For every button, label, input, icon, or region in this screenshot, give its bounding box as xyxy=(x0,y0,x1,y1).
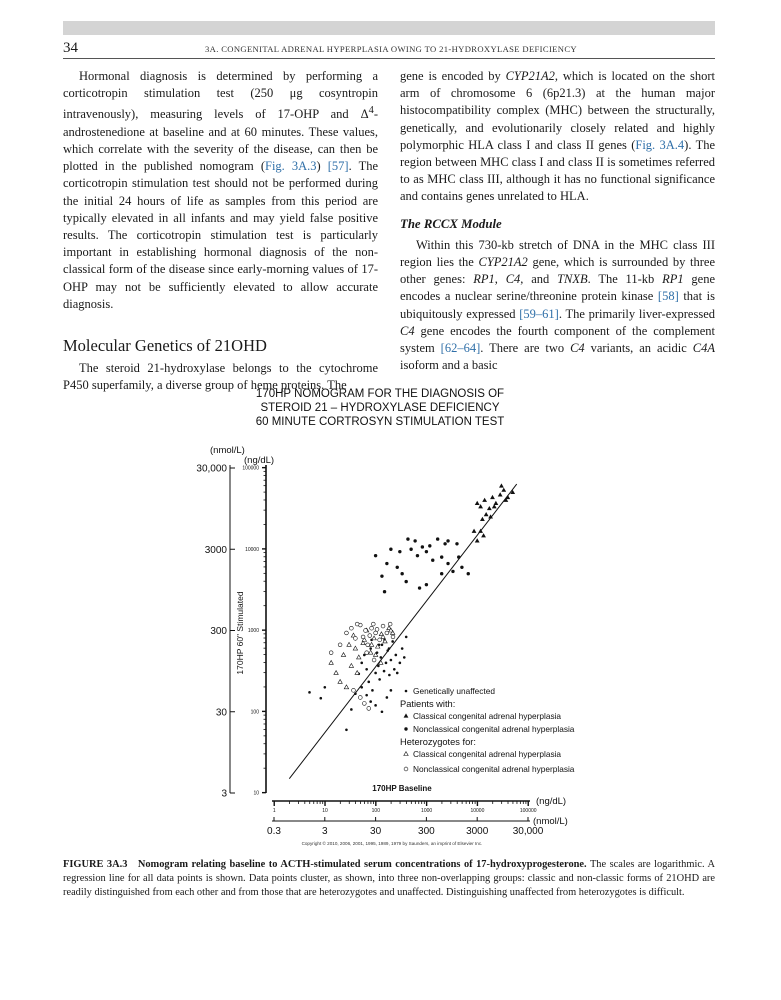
section-heading: Molecular Genetics of 21OHD xyxy=(63,336,267,355)
data-point-series-2 xyxy=(365,668,368,671)
data-point-series-2 xyxy=(390,689,393,692)
data-point-series-4 xyxy=(368,634,372,638)
data-point-series-2 xyxy=(390,659,393,662)
right-paragraph-1 xyxy=(400,68,715,206)
superscript: 4 xyxy=(368,105,374,117)
header-bar xyxy=(63,21,715,35)
reference-link[interactable]: [59–61] xyxy=(519,306,559,321)
data-point-series-1 xyxy=(431,558,434,561)
data-point-series-2 xyxy=(371,689,374,692)
data-point-series-2 xyxy=(405,636,408,639)
data-point-series-2 xyxy=(403,656,406,659)
figure-link[interactable]: Fig. 3A.4 xyxy=(635,137,685,152)
data-point-series-2 xyxy=(345,728,348,731)
text-run: -androstenedione at baseline and at 60 minutes. These values, which correlate with the severity of the disease, can then be plotted in the published nomogram ( xyxy=(63,107,378,174)
data-point-series-0 xyxy=(487,506,492,510)
x-tick-label-alt: 100000 xyxy=(519,808,537,814)
legend-item: Genetically unaffected xyxy=(413,686,495,696)
gene-name: C4A xyxy=(692,341,715,356)
reference-link[interactable]: [57] xyxy=(327,159,349,174)
data-point-series-4 xyxy=(378,638,382,642)
figure-caption xyxy=(63,858,715,901)
reference-link[interactable]: [62–64] xyxy=(440,341,481,356)
data-point-series-1 xyxy=(443,542,446,545)
data-point-series-1 xyxy=(436,537,439,540)
text-run: . The 11-kb xyxy=(587,272,663,287)
figure-link[interactable]: Fig. 3A.3 xyxy=(265,159,317,174)
data-point-series-0 xyxy=(475,501,480,505)
text-run: , xyxy=(494,272,506,287)
data-point-series-4 xyxy=(370,626,374,630)
data-point-series-1 xyxy=(440,572,443,575)
data-point-series-2 xyxy=(324,686,327,689)
x-tick-label: 30,000 xyxy=(512,826,544,837)
data-point-series-0 xyxy=(482,498,487,502)
text-run: ) xyxy=(316,159,328,174)
text-run: gene, which is surrounded by three other genes: xyxy=(400,255,715,287)
data-point-series-3 xyxy=(369,642,373,646)
data-point-series-3 xyxy=(344,685,348,689)
data-point-series-2 xyxy=(395,654,398,657)
data-point-series-1 xyxy=(451,570,454,573)
data-point-series-4 xyxy=(358,696,362,700)
gene-name: CYP21A2 xyxy=(478,255,528,270)
y-tick-label-alt: 10000 xyxy=(245,546,259,553)
gene-name: C4 xyxy=(505,272,521,287)
chart-title-line: 170HP NOMOGRAM FOR THE DIAGNOSIS OF xyxy=(255,388,505,400)
data-point-series-3 xyxy=(329,660,333,664)
y-tick-label: 3 xyxy=(221,788,227,800)
nomogram-figure xyxy=(170,383,610,849)
data-point-series-4 xyxy=(374,631,378,635)
data-point-series-2 xyxy=(319,697,322,700)
data-point-series-4 xyxy=(349,626,353,630)
data-point-series-1 xyxy=(425,550,428,553)
running-head: 3A. CONGENITAL ADRENAL HYPERPLASIA OWING TO 21-HYDROXYLASE DEFICIENCY xyxy=(205,44,577,54)
data-point-series-4 xyxy=(338,643,342,647)
x-unit-label-alt: (ng/dL) xyxy=(536,796,567,807)
data-point-series-1 xyxy=(418,586,421,589)
caption-title: Nomogram relating baseline to ACTH-stimulated serum concentrations of 17-hydroxyprogesterone. xyxy=(137,859,587,870)
y-unit-label: (nmol/L) xyxy=(210,445,245,456)
data-point-series-4 xyxy=(362,702,366,706)
caption-text: The scales are logarithmic. A regression line for all data points is shown. Data points cluster, as shown, into three non-overlapping groups: classic and non-classic forms of 21OHD are readily distinguished from each other and from those that are heterozygotes and unaffected. Distinguishing unaffected from heterozygotes is difficult. xyxy=(63,859,715,899)
data-point-series-3 xyxy=(347,642,351,646)
text-run: . The primarily liver-expressed xyxy=(558,306,715,321)
data-point-series-0 xyxy=(484,512,489,516)
data-point-series-2 xyxy=(365,694,368,697)
data-point-series-1 xyxy=(396,566,399,569)
data-point-series-2 xyxy=(374,704,377,707)
data-point-series-1 xyxy=(457,555,460,558)
text-run: , and xyxy=(520,272,558,287)
data-point-series-3 xyxy=(338,679,342,683)
data-point-series-2 xyxy=(381,710,384,713)
data-point-series-1 xyxy=(425,583,428,586)
data-point-series-0 xyxy=(498,492,503,496)
data-point-series-2 xyxy=(354,692,357,695)
data-point-series-2 xyxy=(401,647,404,650)
data-point-series-2 xyxy=(369,700,372,703)
legend-item: Classical congenital adrenal hyperplasia xyxy=(413,711,562,721)
y-tick-label-alt: 10 xyxy=(253,790,259,797)
text-run: that is ubiquitously expressed xyxy=(400,289,715,321)
data-point-series-3 xyxy=(349,664,353,668)
data-point-series-4 xyxy=(352,688,356,692)
data-point-series-2 xyxy=(377,665,380,668)
data-point-series-2 xyxy=(369,647,372,650)
data-point-series-1 xyxy=(446,539,449,542)
data-point-series-3 xyxy=(357,655,361,659)
text-run: Within this 730-kb stretch of DNA in the MHC class III region lies the xyxy=(400,237,715,270)
data-point-series-4 xyxy=(367,706,371,710)
x-unit-label: (nmol/L) xyxy=(533,816,568,827)
data-point-series-0 xyxy=(481,533,486,537)
data-point-series-3 xyxy=(341,653,345,657)
data-point-series-1 xyxy=(440,555,443,558)
data-point-series-3 xyxy=(334,671,338,675)
gene-name: C4 xyxy=(570,341,585,356)
data-point-series-1 xyxy=(385,562,388,565)
data-point-series-2 xyxy=(350,708,353,711)
right-paragraph-2 xyxy=(400,237,715,375)
y-tick-label-alt: 1000 xyxy=(247,628,259,635)
page-number: 34 xyxy=(63,40,78,56)
data-point-series-2 xyxy=(388,674,391,677)
data-point-series-2 xyxy=(360,686,363,689)
text-run: Hormonal diagnosis is determined by performing a corticotropin stimulation test (250 μg cosyntropin intravenously), measuring levels of 17-OHP and Δ xyxy=(63,69,378,122)
data-point-series-1 xyxy=(413,539,416,542)
data-point-series-4 xyxy=(388,622,392,626)
y-tick-label: 3000 xyxy=(204,544,227,556)
data-point-series-1 xyxy=(406,537,409,540)
gene-name: C4 xyxy=(400,323,415,338)
gene-name: CYP21A2 xyxy=(505,69,555,83)
data-point-series-4 xyxy=(366,643,370,647)
x-tick-label-alt: 100 xyxy=(371,808,380,814)
data-point-series-3 xyxy=(353,646,357,650)
y-unit-label-alt: (ng/dL) xyxy=(244,455,275,466)
data-point-series-4 xyxy=(385,631,389,635)
nomogram-chart xyxy=(170,383,610,849)
left-paragraph-2: The steroid 21-hydroxylase belongs to the cytochrome P450 superfamily, a diverse group of heme proteins. The xyxy=(63,361,378,393)
x-tick-label: 3000 xyxy=(466,826,489,837)
data-point-series-2 xyxy=(396,672,399,675)
data-point-series-4 xyxy=(375,627,379,631)
data-point-series-1 xyxy=(409,548,412,551)
data-point-series-0 xyxy=(499,483,504,487)
data-point-series-2 xyxy=(374,672,377,675)
data-point-series-0 xyxy=(480,517,485,521)
data-point-series-3 xyxy=(372,636,376,640)
y-tick-label-alt: 100 xyxy=(250,709,259,716)
data-point-series-1 xyxy=(416,554,419,557)
data-point-series-4 xyxy=(391,635,395,639)
chart-title-line: STEROID 21 – HYDROXYLASE DEFICIENCY xyxy=(260,402,500,414)
text-run: gene encodes a nuclear serine/threonine protein kinase xyxy=(400,272,715,304)
data-point-series-4 xyxy=(329,651,333,655)
legend-group-label: Patients with: xyxy=(400,699,456,709)
regression-line xyxy=(289,484,516,779)
data-point-series-2 xyxy=(383,670,386,673)
data-point-series-0 xyxy=(475,538,480,542)
gene-name: RP1 xyxy=(662,272,684,287)
y-tick-label: 30 xyxy=(215,707,227,719)
data-point-series-1 xyxy=(421,545,424,548)
legend-marker-het-classical xyxy=(404,752,408,756)
data-point-series-2 xyxy=(393,668,396,671)
data-point-series-2 xyxy=(360,662,363,665)
data-point-series-4 xyxy=(361,635,365,639)
data-point-series-2 xyxy=(391,640,394,643)
x-tick-label-alt: 10 xyxy=(322,808,328,814)
data-point-series-4 xyxy=(365,651,369,655)
text-run: variants, an acidic xyxy=(584,341,693,356)
data-point-series-2 xyxy=(367,681,370,684)
data-point-series-4 xyxy=(371,622,375,626)
data-point-series-2 xyxy=(386,696,389,699)
y-axis-label: 170HP 60" Stimulated xyxy=(235,591,245,675)
data-point-series-4 xyxy=(381,624,385,628)
header-rule xyxy=(63,58,715,59)
data-point-series-4 xyxy=(364,629,368,633)
legend-marker-het-nonclassical xyxy=(404,767,408,771)
data-point-series-4 xyxy=(355,622,359,626)
data-point-series-2 xyxy=(385,662,388,665)
x-tick-label: 300 xyxy=(418,826,435,837)
data-point-series-0 xyxy=(472,529,477,533)
data-point-series-4 xyxy=(353,636,357,640)
y-tick-label: 300 xyxy=(210,626,227,637)
data-point-series-0 xyxy=(501,488,506,492)
data-point-series-1 xyxy=(400,572,403,575)
left-paragraph-1 xyxy=(63,68,378,313)
chart-title-line: 60 MINUTE CORTROSYN STIMULATION TEST xyxy=(255,416,505,428)
text-run: ). The region between MHC class I and class II is sometimes referred to as MHC class III, although it has no functional significance and contains genes unrelated to HLA. xyxy=(400,137,716,204)
y-tick-label: 30,000 xyxy=(196,463,227,475)
data-point-series-2 xyxy=(399,662,402,665)
x-tick-label: 3 xyxy=(322,826,328,837)
x-axis-label: 170HP Baseline xyxy=(372,784,432,793)
data-point-series-4 xyxy=(345,631,349,635)
text-run: gene is encoded by xyxy=(400,69,506,83)
data-point-series-1 xyxy=(389,548,392,551)
data-point-series-1 xyxy=(467,572,470,575)
y-tick-label-alt: 100000 xyxy=(242,465,259,472)
data-point-series-2 xyxy=(308,691,311,694)
data-point-series-1 xyxy=(428,544,431,547)
data-point-series-1 xyxy=(374,554,377,557)
reference-link[interactable]: [58] xyxy=(657,289,679,304)
x-tick-label: 30 xyxy=(370,826,382,837)
data-point-series-2 xyxy=(388,647,391,650)
legend-marker-unaffected xyxy=(405,690,408,693)
caption-label: FIGURE 3A.3 xyxy=(63,859,128,870)
x-tick-label-alt: 10000 xyxy=(470,808,485,814)
copyright-notice: Copyright © 2010, 2006, 2001, 1995, 1989, 1979 by Saunders, an imprint of Elsevier Inc. xyxy=(301,841,483,846)
text-run: gene encodes the fourth component of the complement system xyxy=(400,323,715,356)
data-point-series-3 xyxy=(368,650,372,654)
legend-item: Nonclassical congenital adrenal hyperplasia xyxy=(413,764,575,774)
data-point-series-1 xyxy=(383,590,386,593)
right-column xyxy=(400,68,715,374)
data-point-series-1 xyxy=(455,542,458,545)
legend-item: Nonclassical congenital adrenal hyperplasia xyxy=(413,724,575,734)
data-point-series-0 xyxy=(490,495,495,499)
data-point-series-1 xyxy=(460,566,463,569)
text-run: . The corticotropin stimulation test should not be performed during the initial 24 hours of life as samples from this period are typically elevated in all infants and may yield false positive results. The corticotropin stimulation test is particularly important in establishing hormonal diagnosis of the non-classical form of the disease since early-morning values of 17-OHP may not be sufficiently elevated to allow accurate diagnosis. xyxy=(63,159,378,311)
x-tick-label-alt: 1 xyxy=(272,808,276,814)
x-tick-label: 0.3 xyxy=(267,826,281,837)
text-run: , which is located on the short arm of chromosome 6 (6p21.3) at the human major histocompatibility complex (MHC) between the structurally, genetically, and evolutionarily closely related and highly polymorphic HLA class I and class II genes ( xyxy=(400,69,716,152)
legend-item: Classical congenital adrenal hyperplasia xyxy=(413,749,562,759)
data-point-series-1 xyxy=(380,574,383,577)
gene-name: RP1 xyxy=(473,272,495,287)
subsection-heading: The RCCX Module xyxy=(400,216,502,231)
x-tick-label-alt: 1000 xyxy=(421,808,433,814)
data-point-series-1 xyxy=(404,580,407,583)
legend-marker-nonclassical xyxy=(404,727,407,730)
legend-marker-classical xyxy=(404,713,409,717)
data-point-series-2 xyxy=(378,678,381,681)
data-point-series-2 xyxy=(381,644,384,647)
gene-name: TNXB xyxy=(557,272,588,287)
data-point-series-1 xyxy=(446,562,449,565)
data-point-series-4 xyxy=(372,658,376,662)
text-run: . There are two xyxy=(480,341,571,356)
data-point-series-1 xyxy=(398,550,401,553)
legend-group-label: Heterozygotes for: xyxy=(400,737,476,747)
text-run: isoform and a basic xyxy=(400,358,498,373)
left-column xyxy=(63,68,378,395)
data-point-series-2 xyxy=(380,656,383,659)
